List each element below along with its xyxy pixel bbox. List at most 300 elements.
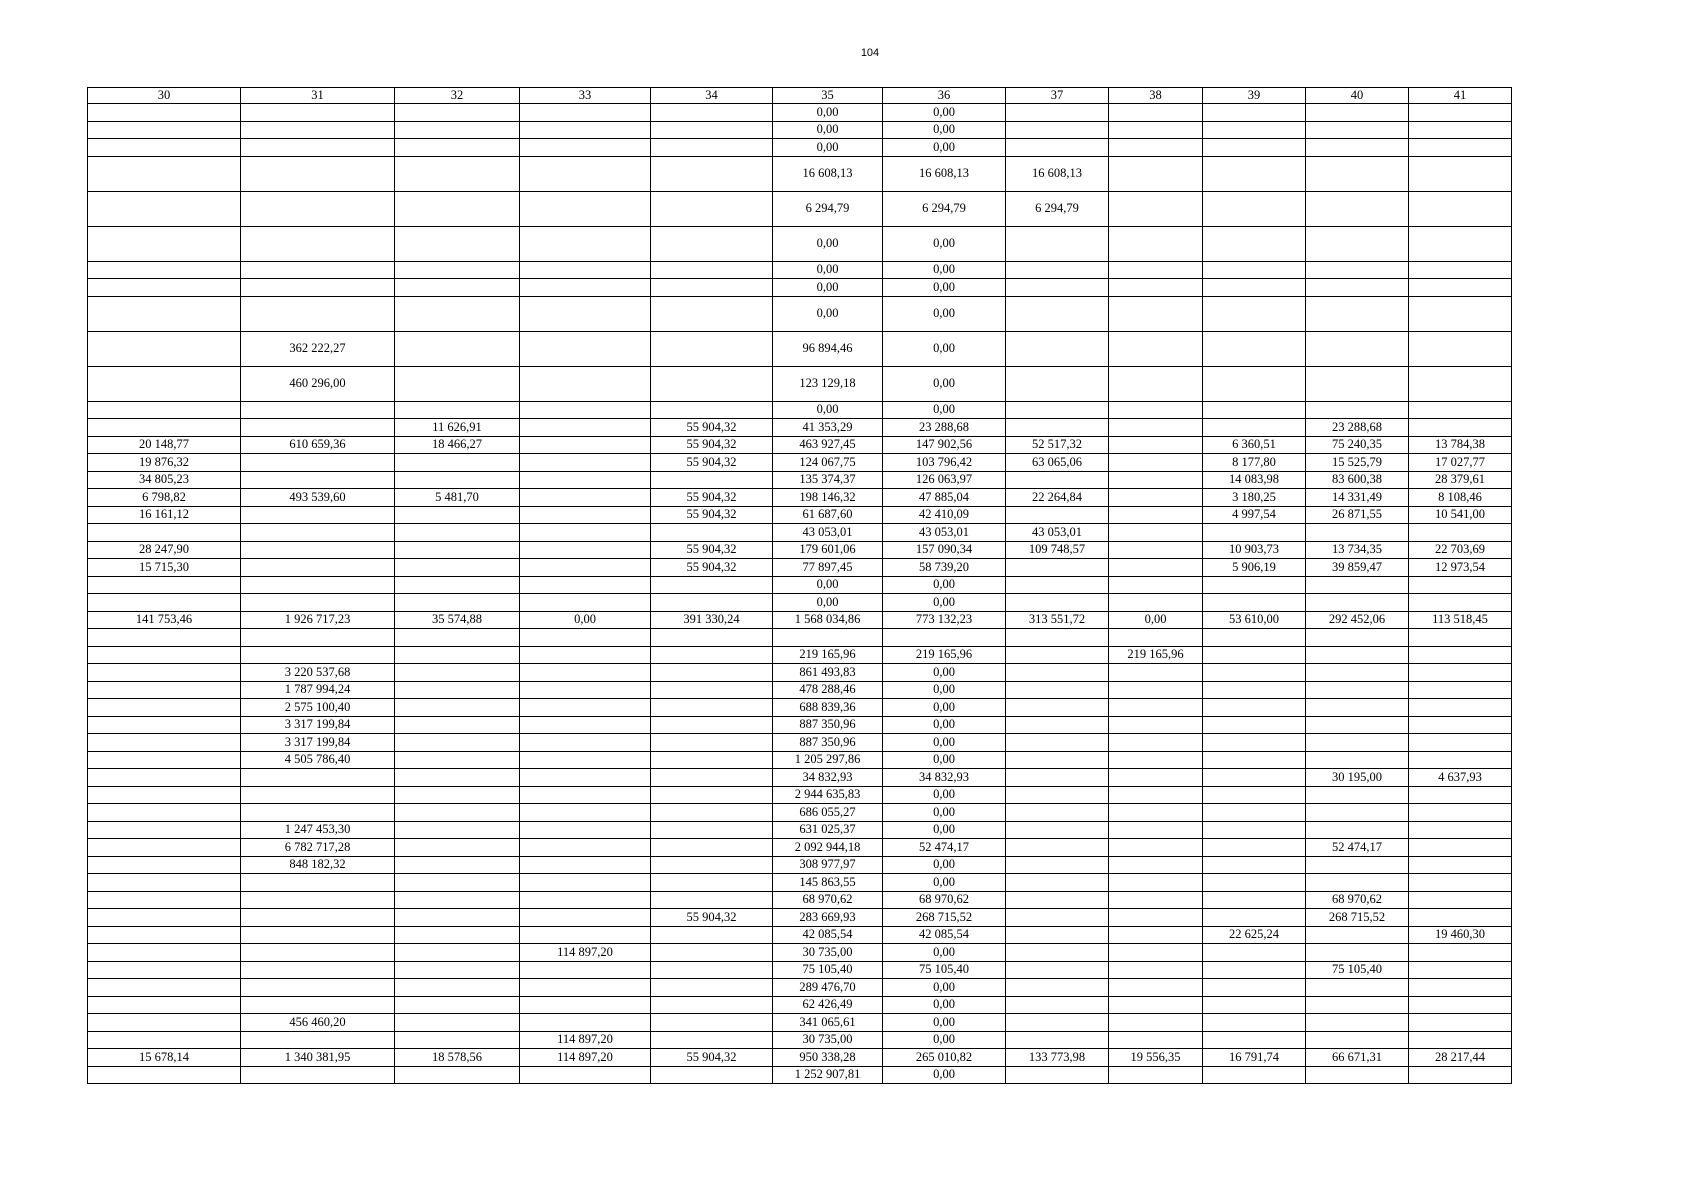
table-cell — [520, 261, 651, 279]
table-cell — [520, 716, 651, 734]
table-cell — [1109, 559, 1203, 577]
table-row — [88, 156, 1512, 191]
table-cell: 16 608,13 — [1006, 156, 1109, 191]
table-cell: 861 493,83 — [773, 664, 883, 682]
table-cell — [241, 296, 395, 331]
table-cell — [241, 1066, 395, 1084]
table-cell: 22 703,69 — [1409, 541, 1512, 559]
table-cell — [1306, 366, 1409, 401]
table-cell — [1409, 576, 1512, 594]
table-cell: 35 574,88 — [395, 611, 520, 629]
column-header: 39 — [1203, 88, 1306, 104]
table-cell — [241, 804, 395, 822]
table-cell: 12 973,54 — [1409, 559, 1512, 577]
table-cell — [1409, 1014, 1512, 1032]
table-cell: 41 353,29 — [773, 419, 883, 437]
table-cell — [1203, 366, 1306, 401]
table-cell — [395, 734, 520, 752]
table-cell: 0,00 — [883, 594, 1006, 612]
table-row — [88, 786, 1512, 804]
table-cell — [651, 646, 773, 664]
table-cell — [1109, 681, 1203, 699]
table-cell — [1409, 419, 1512, 437]
table-cell: 22 625,24 — [1203, 926, 1306, 944]
column-header: 36 — [883, 88, 1006, 104]
table-row — [88, 751, 1512, 769]
table-cell — [395, 559, 520, 577]
table-cell — [1203, 664, 1306, 682]
table-row — [88, 226, 1512, 261]
table-cell — [88, 944, 241, 962]
table-cell: 887 350,96 — [773, 734, 883, 752]
table-cell: 265 010,82 — [883, 1049, 1006, 1067]
table-cell — [88, 191, 241, 226]
table-cell: 0,00 — [883, 104, 1006, 122]
table-cell: 4 997,54 — [1203, 506, 1306, 524]
table-cell — [651, 576, 773, 594]
table-cell — [1203, 856, 1306, 874]
table-cell — [88, 594, 241, 612]
table-cell — [88, 104, 241, 122]
table-cell: 145 863,55 — [773, 874, 883, 892]
table-row — [88, 436, 1512, 454]
table-cell — [1409, 646, 1512, 664]
table-cell — [1109, 436, 1203, 454]
table-cell — [88, 699, 241, 717]
table-cell — [1306, 576, 1409, 594]
table-cell — [395, 681, 520, 699]
table-cell: 2 944 635,83 — [773, 786, 883, 804]
table-cell — [395, 716, 520, 734]
table-row — [88, 681, 1512, 699]
table-cell — [520, 856, 651, 874]
table-cell: 126 063,97 — [883, 471, 1006, 489]
table-cell — [520, 576, 651, 594]
table-cell — [1306, 926, 1409, 944]
table-cell — [395, 786, 520, 804]
table-cell — [88, 786, 241, 804]
table-cell — [1006, 769, 1109, 787]
table-cell — [651, 296, 773, 331]
table-cell: 0,00 — [520, 611, 651, 629]
table-cell — [651, 594, 773, 612]
table-cell — [1409, 261, 1512, 279]
table-cell: 0,00 — [883, 751, 1006, 769]
table-cell: 0,00 — [883, 821, 1006, 839]
table-cell: 68 970,62 — [1306, 891, 1409, 909]
table-cell — [1203, 1014, 1306, 1032]
column-header: 40 — [1306, 88, 1409, 104]
table-cell — [651, 769, 773, 787]
table-cell: 362 222,27 — [241, 331, 395, 366]
table-cell — [1203, 191, 1306, 226]
table-cell: 15 715,30 — [88, 559, 241, 577]
table-cell — [88, 751, 241, 769]
table-cell — [241, 541, 395, 559]
table-cell — [88, 1066, 241, 1084]
table-cell — [651, 856, 773, 874]
table-cell: 157 090,34 — [883, 541, 1006, 559]
table-cell: 4 637,93 — [1409, 769, 1512, 787]
table-cell — [395, 139, 520, 157]
page-number: 104 — [860, 47, 880, 59]
table-cell: 0,00 — [883, 996, 1006, 1014]
header-row — [88, 88, 1512, 104]
table-cell — [1109, 541, 1203, 559]
table-cell: 42 085,54 — [883, 926, 1006, 944]
table-cell: 30 735,00 — [773, 1031, 883, 1049]
table-row — [88, 699, 1512, 717]
table-cell — [395, 121, 520, 139]
table-cell: 55 904,32 — [651, 909, 773, 927]
table-cell: 0,00 — [773, 261, 883, 279]
table-cell: 10 541,00 — [1409, 506, 1512, 524]
table-cell — [1006, 104, 1109, 122]
table-cell — [1109, 804, 1203, 822]
table-cell: 23 288,68 — [883, 419, 1006, 437]
table-cell — [1006, 296, 1109, 331]
table-cell — [241, 156, 395, 191]
table-cell — [88, 156, 241, 191]
table-cell — [520, 629, 651, 647]
table-cell: 887 350,96 — [773, 716, 883, 734]
table-cell — [1409, 1031, 1512, 1049]
table-cell — [520, 646, 651, 664]
table-cell — [395, 751, 520, 769]
table-cell: 0,00 — [773, 104, 883, 122]
table-cell: 6 294,79 — [1006, 191, 1109, 226]
table-cell: 124 067,75 — [773, 454, 883, 472]
table-cell — [241, 419, 395, 437]
table-cell — [241, 279, 395, 297]
column-header: 33 — [520, 88, 651, 104]
table-cell: 5 906,19 — [1203, 559, 1306, 577]
table-row — [88, 1066, 1512, 1084]
table-cell — [651, 191, 773, 226]
table-cell — [395, 646, 520, 664]
table-cell — [1006, 891, 1109, 909]
table-cell — [1006, 139, 1109, 157]
table-cell — [520, 279, 651, 297]
table-cell — [1006, 506, 1109, 524]
table-cell — [88, 681, 241, 699]
table-cell — [651, 681, 773, 699]
table-cell — [88, 909, 241, 927]
table-cell — [1006, 664, 1109, 682]
table-cell — [1006, 681, 1109, 699]
table-cell — [1203, 734, 1306, 752]
table-cell: 773 132,23 — [883, 611, 1006, 629]
table-cell — [520, 366, 651, 401]
table-row — [88, 524, 1512, 542]
table-cell — [651, 961, 773, 979]
table-row — [88, 891, 1512, 909]
table-row — [88, 734, 1512, 752]
table-cell: 63 065,06 — [1006, 454, 1109, 472]
table-cell — [1203, 821, 1306, 839]
table-cell — [395, 909, 520, 927]
table-cell — [1203, 226, 1306, 261]
table-cell: 16 608,13 — [883, 156, 1006, 191]
table-cell: 219 165,96 — [773, 646, 883, 664]
table-cell — [88, 961, 241, 979]
table-row — [88, 821, 1512, 839]
table-cell: 28 247,90 — [88, 541, 241, 559]
table-cell — [395, 454, 520, 472]
table-cell — [1306, 699, 1409, 717]
table-cell — [520, 699, 651, 717]
table-cell — [1306, 594, 1409, 612]
table-cell: 103 796,42 — [883, 454, 1006, 472]
table-cell — [1006, 629, 1109, 647]
table-cell — [1109, 366, 1203, 401]
table-cell: 0,00 — [773, 401, 883, 419]
table-cell: 460 296,00 — [241, 366, 395, 401]
table-cell: 848 182,32 — [241, 856, 395, 874]
table-cell — [88, 296, 241, 331]
table-cell: 34 805,23 — [88, 471, 241, 489]
table-cell — [1306, 716, 1409, 734]
table-cell — [1203, 594, 1306, 612]
table-cell: 23 288,68 — [1306, 419, 1409, 437]
table-cell: 55 904,32 — [651, 489, 773, 507]
table-row — [88, 576, 1512, 594]
table-cell — [1306, 401, 1409, 419]
table-cell — [1109, 891, 1203, 909]
table-cell — [1203, 296, 1306, 331]
table-cell: 133 773,98 — [1006, 1049, 1109, 1067]
table-cell — [520, 909, 651, 927]
table-cell — [88, 804, 241, 822]
table-cell — [651, 261, 773, 279]
table-row — [88, 279, 1512, 297]
table-cell — [88, 261, 241, 279]
table-cell — [88, 331, 241, 366]
table-cell — [651, 716, 773, 734]
table-cell: 950 338,28 — [773, 1049, 883, 1067]
table-cell — [520, 734, 651, 752]
table-cell — [1006, 576, 1109, 594]
table-cell — [88, 769, 241, 787]
column-header: 32 — [395, 88, 520, 104]
table-cell — [1203, 751, 1306, 769]
table-cell — [520, 891, 651, 909]
table-cell: 688 839,36 — [773, 699, 883, 717]
table-cell — [1109, 1014, 1203, 1032]
table-cell: 0,00 — [883, 1014, 1006, 1032]
table-cell — [1409, 786, 1512, 804]
table-cell — [1109, 401, 1203, 419]
table-cell — [395, 804, 520, 822]
table-cell — [1109, 489, 1203, 507]
table-cell: 686 055,27 — [773, 804, 883, 822]
table-cell — [1409, 401, 1512, 419]
table-cell — [651, 156, 773, 191]
table-cell — [88, 279, 241, 297]
table-cell — [1409, 874, 1512, 892]
table-cell — [883, 629, 1006, 647]
table-cell — [1409, 594, 1512, 612]
table-cell — [651, 751, 773, 769]
table-row — [88, 506, 1512, 524]
table-cell: 0,00 — [773, 594, 883, 612]
table-cell: 0,00 — [883, 139, 1006, 157]
table-cell — [1203, 786, 1306, 804]
table-cell: 43 053,01 — [773, 524, 883, 542]
table-row — [88, 926, 1512, 944]
table-cell: 1 787 994,24 — [241, 681, 395, 699]
table-cell — [88, 629, 241, 647]
table-cell — [241, 121, 395, 139]
table-cell: 0,00 — [883, 226, 1006, 261]
table-cell: 8 177,80 — [1203, 454, 1306, 472]
table-cell — [395, 699, 520, 717]
table-cell: 14 331,49 — [1306, 489, 1409, 507]
table-cell — [1306, 856, 1409, 874]
table-cell: 0,00 — [773, 226, 883, 261]
table-cell — [395, 961, 520, 979]
table-cell — [88, 401, 241, 419]
table-cell — [1306, 1066, 1409, 1084]
table-cell: 114 897,20 — [520, 944, 651, 962]
table-cell — [395, 191, 520, 226]
table-row — [88, 961, 1512, 979]
table-row — [88, 366, 1512, 401]
table-cell — [88, 891, 241, 909]
table-cell — [1409, 279, 1512, 297]
table-cell: 0,00 — [773, 279, 883, 297]
table-cell: 0,00 — [883, 401, 1006, 419]
table-cell — [651, 734, 773, 752]
table-cell — [1006, 366, 1109, 401]
table-cell — [1306, 139, 1409, 157]
table-cell — [1409, 331, 1512, 366]
table-cell — [1409, 751, 1512, 769]
table-row — [88, 401, 1512, 419]
table-cell: 43 053,01 — [883, 524, 1006, 542]
table-cell: 313 551,72 — [1006, 611, 1109, 629]
table-cell: 62 426,49 — [773, 996, 883, 1014]
table-cell — [241, 559, 395, 577]
table-cell — [1409, 734, 1512, 752]
table-cell — [241, 646, 395, 664]
table-cell — [520, 401, 651, 419]
table-cell — [1306, 104, 1409, 122]
table-cell: 11 626,91 — [395, 419, 520, 437]
table-cell: 0,00 — [883, 716, 1006, 734]
table-cell — [1306, 681, 1409, 699]
table-cell — [241, 874, 395, 892]
table-cell — [520, 139, 651, 157]
table-cell — [520, 436, 651, 454]
table-cell — [241, 909, 395, 927]
table-cell — [1203, 961, 1306, 979]
table-cell: 52 517,32 — [1006, 436, 1109, 454]
table-cell — [1006, 699, 1109, 717]
table-cell — [1203, 646, 1306, 664]
table-cell: 34 832,93 — [883, 769, 1006, 787]
table-cell: 0,00 — [883, 1031, 1006, 1049]
table-cell: 0,00 — [883, 856, 1006, 874]
table-cell — [395, 891, 520, 909]
table-cell — [1306, 226, 1409, 261]
table-cell — [651, 979, 773, 997]
table-cell — [520, 979, 651, 997]
table-cell — [1306, 121, 1409, 139]
table-cell — [1109, 821, 1203, 839]
table-cell — [1109, 734, 1203, 752]
table-cell — [1109, 996, 1203, 1014]
table-cell — [1006, 839, 1109, 857]
table-cell: 0,00 — [773, 139, 883, 157]
table-cell — [88, 139, 241, 157]
table-cell — [1006, 751, 1109, 769]
table-cell — [88, 734, 241, 752]
table-cell: 42 085,54 — [773, 926, 883, 944]
table-cell — [395, 226, 520, 261]
table-cell — [241, 961, 395, 979]
table-cell — [1109, 191, 1203, 226]
table-cell: 0,00 — [883, 331, 1006, 366]
table-cell — [241, 576, 395, 594]
table-cell — [88, 121, 241, 139]
table-cell — [1409, 979, 1512, 997]
column-header: 38 — [1109, 88, 1203, 104]
table-cell — [651, 944, 773, 962]
table-cell — [1203, 401, 1306, 419]
table-cell — [520, 489, 651, 507]
table-cell — [1006, 909, 1109, 927]
table-cell — [1306, 996, 1409, 1014]
table-row — [88, 419, 1512, 437]
table-cell — [651, 139, 773, 157]
table-row — [88, 1049, 1512, 1067]
table-cell: 10 903,73 — [1203, 541, 1306, 559]
table-cell — [1109, 664, 1203, 682]
table-cell: 34 832,93 — [773, 769, 883, 787]
table-cell — [395, 576, 520, 594]
table-cell: 4 505 786,40 — [241, 751, 395, 769]
table-cell — [1109, 296, 1203, 331]
table-cell: 68 970,62 — [773, 891, 883, 909]
table-cell — [520, 559, 651, 577]
table-cell: 0,00 — [883, 296, 1006, 331]
table-cell — [1109, 331, 1203, 366]
table-cell — [88, 926, 241, 944]
table-cell: 20 148,77 — [88, 436, 241, 454]
table-cell — [520, 839, 651, 857]
table-cell — [1306, 734, 1409, 752]
table-cell — [520, 419, 651, 437]
table-cell — [1203, 839, 1306, 857]
table-cell — [1306, 944, 1409, 962]
table-cell — [88, 856, 241, 874]
table-cell — [88, 821, 241, 839]
table-cell: 493 539,60 — [241, 489, 395, 507]
table-cell — [395, 156, 520, 191]
table-cell — [1409, 156, 1512, 191]
table-cell: 47 885,04 — [883, 489, 1006, 507]
table-cell: 268 715,52 — [883, 909, 1006, 927]
table-cell: 18 466,27 — [395, 436, 520, 454]
column-header: 37 — [1006, 88, 1109, 104]
table-cell — [1306, 804, 1409, 822]
table-cell — [651, 331, 773, 366]
table-cell — [1203, 699, 1306, 717]
table-cell — [1109, 699, 1203, 717]
table-cell — [1409, 1066, 1512, 1084]
table-cell: 0,00 — [883, 699, 1006, 717]
